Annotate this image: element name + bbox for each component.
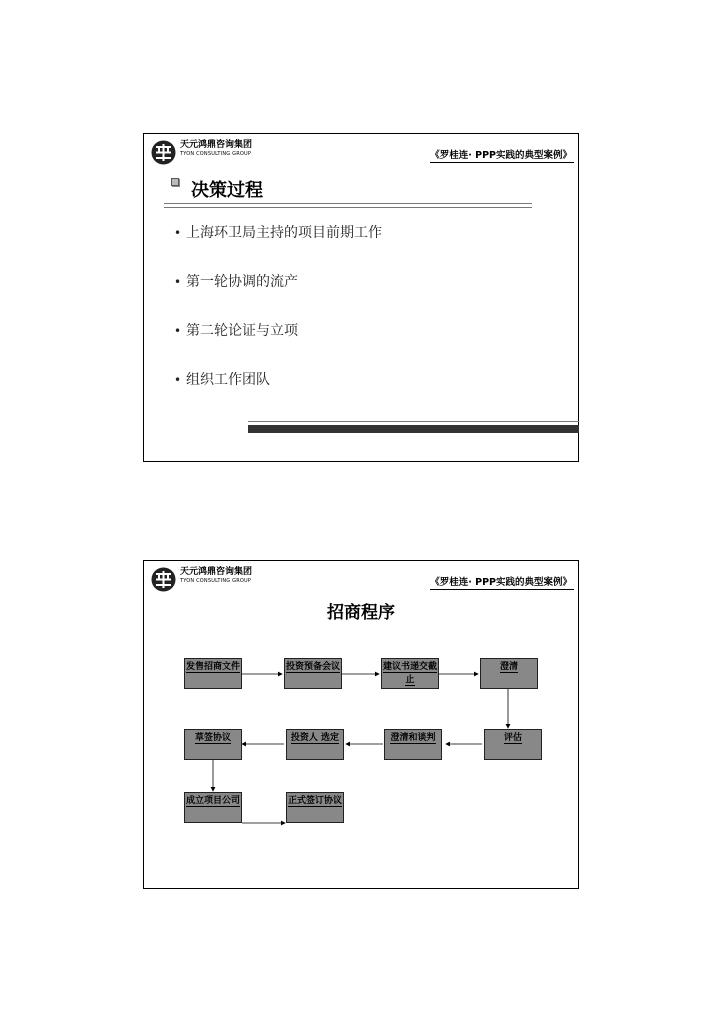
step-formal-signing: 正式签订协议 [286, 792, 344, 823]
footer-line [248, 421, 579, 422]
footer-bar [248, 425, 579, 433]
step-investor-pre-meeting: 投资预备会议 [284, 658, 342, 689]
company-name-cn: 天元鸿鼎咨询集团 [180, 567, 253, 577]
step-establish-company: 成立项目公司 [184, 792, 242, 823]
header-title: 《罗桂连· PPP实践的典型案例》 [430, 574, 574, 590]
bullet-list [174, 222, 382, 418]
company-name [180, 141, 252, 157]
step-issue-documents: 发售招商文件 [184, 658, 242, 689]
list-item: • 第二轮论证与立项 [174, 323, 298, 339]
list-item: • 上海环卫局主持的项目前期工作 [174, 225, 382, 241]
step-evaluation: 评估 [484, 729, 542, 760]
step-initial-agreement: 草签协议 [184, 729, 242, 760]
step-proposal-deadline: 建议书递交截止 [381, 658, 439, 689]
header-title: 《罗桂连· PPP实践的典型案例》 [430, 147, 574, 163]
title-divider [164, 203, 532, 208]
step-clarification: 澄清 [480, 658, 538, 689]
company-name-cn: 天元鸿鼎咨询集团 [180, 140, 253, 150]
company-name-en: TYON CONSULTING GROUP [180, 578, 252, 584]
slide-title: 招商程序 [327, 603, 395, 623]
company-name-en: TYON CONSULTING GROUP [180, 151, 252, 157]
slide-decision-process [143, 133, 579, 462]
title-bullet-icon [171, 178, 179, 186]
list-item: • 第一轮协调的流产 [174, 274, 298, 290]
slide-bidding-procedure [143, 560, 579, 889]
list-item: • 组织工作团队 [174, 372, 270, 388]
company-logo-icon [151, 567, 176, 592]
step-clarify-negotiate: 澄清和谈判 [384, 729, 442, 760]
slide-title: 决策过程 [191, 180, 263, 201]
company-name [180, 568, 252, 584]
company-logo-icon [151, 140, 176, 165]
step-investor-selection: 投资人 选定 [286, 729, 344, 760]
